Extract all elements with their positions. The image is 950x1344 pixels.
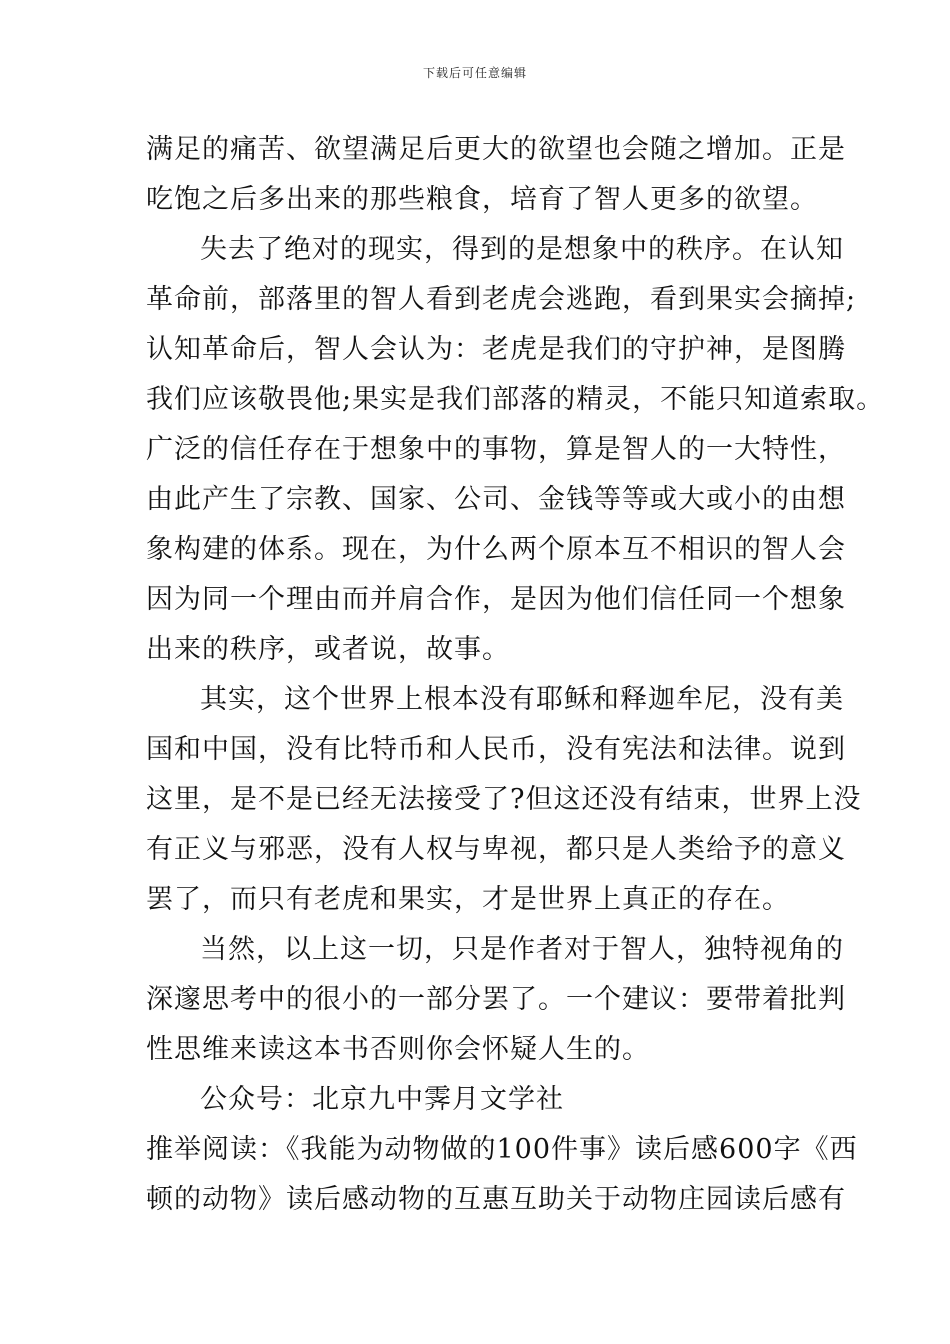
text-line: 这里，是不是已经无法接受了?但这还没有结束，世界上没 (146, 784, 862, 815)
document-body (146, 128, 885, 1228)
text-line: 出来的秩序，或者说，故事。 (146, 634, 510, 665)
recommended-reading-line: 顿的动物》读后感动物的互惠互助关于动物庄园读后感有 (146, 1184, 846, 1215)
text-line: 深邃思考中的很小的一部分罢了。一个建议：要带着批判 (146, 984, 846, 1015)
text-line: 性思维来读这本书否则你会怀疑人生的。 (146, 1034, 650, 1065)
paragraph-start-line: 当然，以上这一切，只是作者对于智人，独特视角的 (200, 934, 844, 965)
paragraph-start-line: 其实，这个世界上根本没有耶稣和释迦牟尼，没有美 (200, 684, 844, 715)
recommended-reading-line: 推举阅读：《我能为动物做的100件事》读后感600字《西 (146, 1134, 858, 1165)
page-header-note: 下载后可任意编辑 (422, 66, 527, 80)
text-line: 我们应该敬畏他;果实是我们部落的精灵，不能只知道索取。 (146, 384, 885, 415)
text-line: 认知革命后，智人会认为：老虎是我们的守护神，是图腾 (146, 334, 846, 365)
text-line: 因为同一个理由而并肩合作，是因为他们信任同一个想象 (146, 584, 846, 615)
text-line: 象构建的体系。现在，为什么两个原本互不相识的智人会 (146, 534, 846, 565)
text-line: 由此产生了宗教、国家、公司、金钱等等或大或小的由想 (146, 484, 846, 515)
wechat-account-line: 公众号：北京九中霁月文学社 (200, 1084, 564, 1115)
paragraph-start-line: 失去了绝对的现实，得到的是想象中的秩序。在认知 (200, 234, 844, 265)
text-line: 罢了，而只有老虎和果实，才是世界上真正的存在。 (146, 884, 790, 915)
text-line: 国和中国，没有比特币和人民币，没有宪法和法律。说到 (146, 734, 846, 765)
text-line: 有正义与邪恶，没有人权与卑视，都只是人类给予的意义 (146, 834, 846, 865)
text-line: 革命前，部落里的智人看到老虎会逃跑，看到果实会摘掉; (146, 284, 857, 315)
text-line: 广泛的信任存在于想象中的事物，算是智人的一大特性， (146, 434, 846, 465)
text-line: 满足的痛苦、欲望满足后更大的欲望也会随之增加。正是 (146, 134, 846, 165)
text-line: 吃饱之后多出来的那些粮食，培育了智人更多的欲望。 (146, 184, 818, 215)
